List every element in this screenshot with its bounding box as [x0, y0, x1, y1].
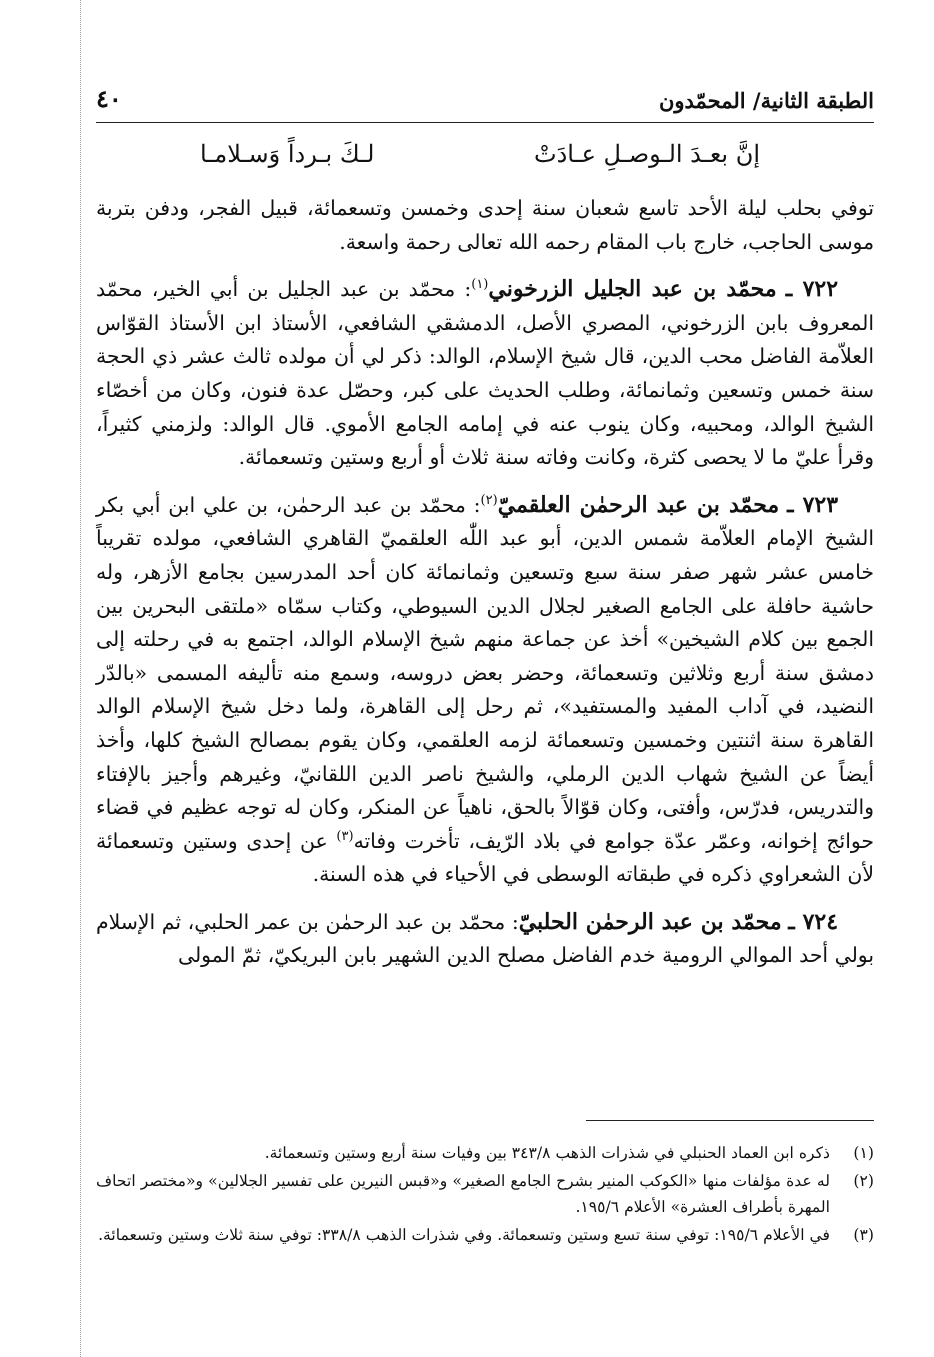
poetry-verse — [200, 140, 760, 180]
entry-text: : محمّد بن عبد الرحمٰن، بن علي ابن أبي بكر الشيخ الإمام العلاّمة شمس الدين، أبو عبد اللّٰه العلقميّ القاهري الشافعي، مولده تقريباً خامس عشر شهر صفر سنة سبع وتسعين وثمانمائة كان أحد المدرسين بجامع الأزهر، وله حاشية حافلة على الجامع الصغير لجلال الدين السيوطي، وكتاب سمّاه «ملتقى البحرين بين الجمع بين كلام الشيخين» أخذ عن جماعة منهم شيخ الإسلام الوالد، اجتمع به في رحلته إلى دمشق سنة أربع وثلاثين وتسعمائة، وحضر بعض دروسه، وسمع منه تأليفه المسمى «بالدّر النضيد، في آداب المفيد والمستفيد»، ثم رحل إلى القاهرة، ولما دخل شيخ الإسلام الوالد القاهرة سنة اثنتين وخمسين وتسعمائة لزمه العلقمي، وكان يقوم بمصالح الشيخ كلها، وأخذ أيضاً عن الشيخ شهاب الدين الرملي، والشيخ ناصر الدين اللقانيّ، وغيرهم وأجيز بالإفتاء والتدريس، فدرّس، وأفتى، وكان قوّالاً بالحق، ناهياً عن المنكر، وكان له توجه عظيم في قضاء حوائج إخوانه، وعمّر عدّة جوامع في بلاد الرّيف، تأخرت وفاته — [96, 492, 875, 853]
entry-number: ٧٢٢ ـ — [785, 276, 839, 303]
binding-margin-line — [80, 0, 81, 1357]
verse-second-hemistich: لـكَ بـرداً وَسـلامـا — [200, 140, 375, 168]
entry-name: محمّد بن عبد الجليل الزرخوني — [488, 276, 777, 303]
footnote-text: له عدة مؤلفات منها «الكوكب المنير بشرح الجامع الصغير» و«قبس النيرين على تفسير الجلالين» و«مختصر اتحاف المهرة بأطراف العشرة» الأعلام ١٩٥/٦. — [96, 1172, 830, 1216]
intro-paragraph: توفي بحلب ليلة الأحد تاسع شعبان سنة إحدى وخمسن وتسعمائة، قبيل الفجر، ودفن بتربة موسى الحاجب، خارج باب المقام رحمه الله تعالى رحمة واسعة. — [96, 196, 874, 254]
footnote-ref[interactable]: (٢) — [480, 492, 498, 508]
footnote-number: (٣) — [853, 1226, 874, 1244]
entry-name: محمّد بن عبد الرحمٰن العلقميّ — [497, 491, 780, 518]
main-text — [96, 192, 874, 973]
entry-text: : محمّد بن عبد الرحمٰن بن عمر الحلبي، ثم الإسلام بولي أحد الموالي الرومية خدم الفاضل مصلح الدين الشهير بابن البريكيّ، ثمّ المولى — [96, 909, 874, 968]
entry-number: ٧٢٣ ـ — [787, 491, 839, 518]
footnote-1 — [96, 1140, 874, 1166]
page-number: ٤٠ — [96, 84, 122, 113]
entry-number: ٧٢٤ ـ — [788, 908, 839, 935]
footnote-ref[interactable]: (١) — [471, 277, 489, 293]
footnote-number: (٢) — [853, 1172, 874, 1190]
footnotes — [96, 1140, 874, 1250]
entry-text: : محمّد بن عبد الجليل بن أبي الخير، محمّد المعروف بابن الزرخوني، المصري الأصل، الدمشقي الشافعي، الأستاذ ابن الأستاذ القوّاس العلاّمة الفاضل محب الدين، قال شيخ الإسلام، الوالد: ذكر لي أن مولده ثالث عشر ذي الحجة سنة خمس وتسعين وثمانمائة، وطلب الحديث على كبر، وحصّل عدة فنون، وكان من أخصّاء الشيخ الوالد، ومحبيه، وكان ينوب عنه في إمامه الجامع الأموي. قال الوالد: ولزمني كثيراً، وقرأ عليّ ما لا يحصى كثرة، وكانت وفاته سنة ثلاث أو أربع وستين وتسعمائة. — [96, 277, 874, 470]
verse-first-hemistich: إنَّ بعـدَ الـوصـلِ عـادَتْ — [533, 140, 760, 168]
footnote-ref[interactable]: (٣) — [336, 828, 354, 844]
running-title: الطبقة الثانية/ المحمّدون — [658, 88, 874, 113]
entry-name: محمّد بن عبد الرحمٰن الحلبيّ — [518, 908, 782, 935]
entry-text-continued: عن إحدى وستين وتسعمائة لأن الشعراوي ذكره في طبقاته الوسطى في الأحياء في هذه السنة. — [96, 828, 874, 887]
footnote-text: ذكره ابن العماد الحنبلي في شذرات الذهب ٣٤٣/٨ بين وفيات سنة أربع وستين وتسعمائة. — [264, 1144, 830, 1162]
footnote-3 — [96, 1222, 874, 1248]
footnote-divider — [586, 1120, 874, 1121]
footnote-number: (١) — [853, 1144, 874, 1162]
footnote-2 — [96, 1168, 874, 1220]
entry-722 — [96, 273, 874, 475]
entry-724 — [96, 906, 874, 973]
page-header — [96, 84, 874, 123]
entry-723 — [96, 489, 874, 892]
footnote-text: في الأعلام ١٩٥/٦: توفي سنة تسع وستين وتسعمائة. وفي شذرات الذهب ٣٣٨/٨: توفي سنة ثلاث وستين وتسعمائة. — [98, 1226, 830, 1244]
